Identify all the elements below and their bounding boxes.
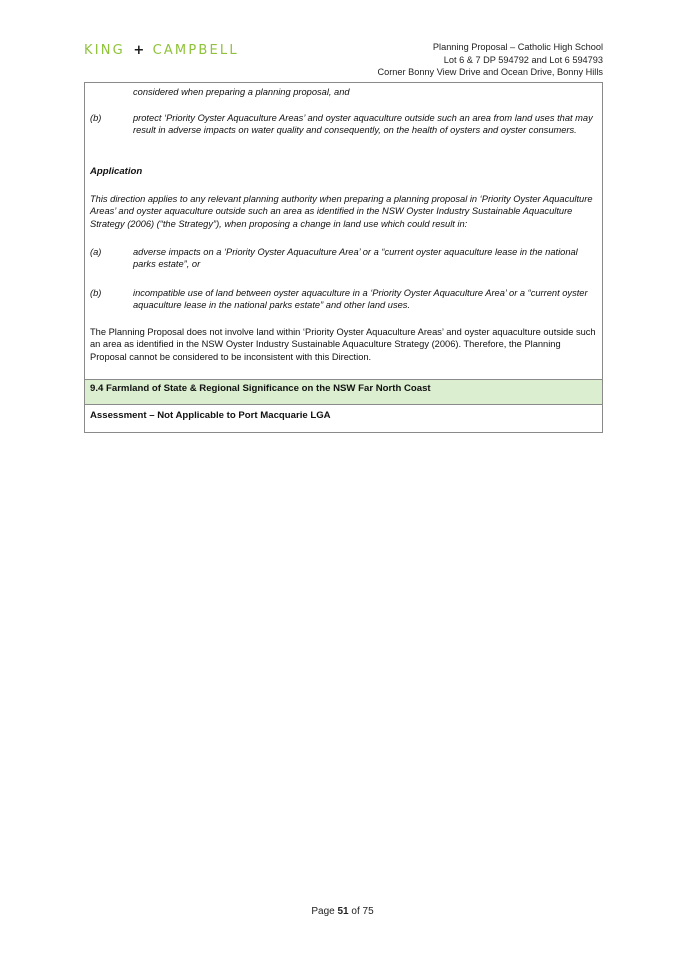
logo-word-king: KING: [84, 43, 125, 58]
list-text: protect ‘Priority Oyster Aquaculture Areas’ and oyster aquaculture outside such an area from land uses that may result in adverse impacts on water quality and consequently, on the health of oysters and oyster consumers.: [133, 113, 593, 136]
section-heading: 9.4 Farmland of State & Regional Significance on the NSW Far North Coast: [90, 383, 431, 394]
application-item-b: [90, 287, 598, 312]
objective-item-b: [90, 112, 598, 137]
list-marker: (a): [90, 247, 102, 257]
company-logo: [84, 43, 239, 58]
assessment-text: Assessment – Not Applicable to Port Macquarie LGA: [90, 410, 331, 421]
logo-plus: +: [133, 43, 145, 58]
conclusion-paragraph: The Planning Proposal does not involve land within ‘Priority Oyster Aquaculture Areas’ and oyster aquaculture outside such an area as identified in the NSW Oyster Industry Sustainable Aquaculture Strategy (2006). Therefore, the Planning Proposal cannot be considered to be inconsistent with this Direction.: [90, 327, 596, 362]
application-heading: Application: [90, 166, 143, 177]
page-footer: [0, 906, 685, 917]
direction-table: [84, 82, 603, 433]
section-heading-row: [85, 379, 602, 405]
continuation-text: considered when preparing a planning proposal, and: [133, 87, 350, 97]
application-item-a: [90, 246, 598, 271]
application-paragraph: This direction applies to any relevant planning authority when preparing a planning proposal in ‘Priority Oyster Aquaculture Areas’ and oyster aquaculture outside such an area as identified in the NSW Oyster Industry Sustainable Aquaculture Strategy (2006) (“the Strategy”), when proposing a change in land use which could result in:: [90, 194, 593, 229]
page-label: Page: [311, 906, 335, 917]
document-header-info: [377, 41, 603, 79]
list-text: adverse impacts on a ‘Priority Oyster Aquaculture Area’ or a “current oyster aquaculture lease in the national parks estate”, or: [133, 247, 578, 270]
page-total: 75: [362, 906, 374, 917]
header-lots: Lot 6 & 7 DP 594792 and Lot 6 594793: [443, 54, 603, 65]
page-of: of: [351, 906, 360, 917]
logo-word-campbell: CAMPBELL: [152, 43, 239, 58]
list-text: incompatible use of land between oyster aquaculture in a ‘Priority Oyster Aquaculture Area’ or a “current oyster aquaculture lease in the national parks estate” and other land uses.: [133, 288, 588, 311]
page-number: 51: [337, 906, 349, 917]
header-title: Planning Proposal – Catholic High School: [432, 42, 603, 52]
list-marker: (b): [90, 288, 102, 298]
list-marker: (b): [90, 113, 102, 123]
header-address: Corner Bonny View Drive and Ocean Drive, Bonny Hills: [377, 67, 603, 77]
